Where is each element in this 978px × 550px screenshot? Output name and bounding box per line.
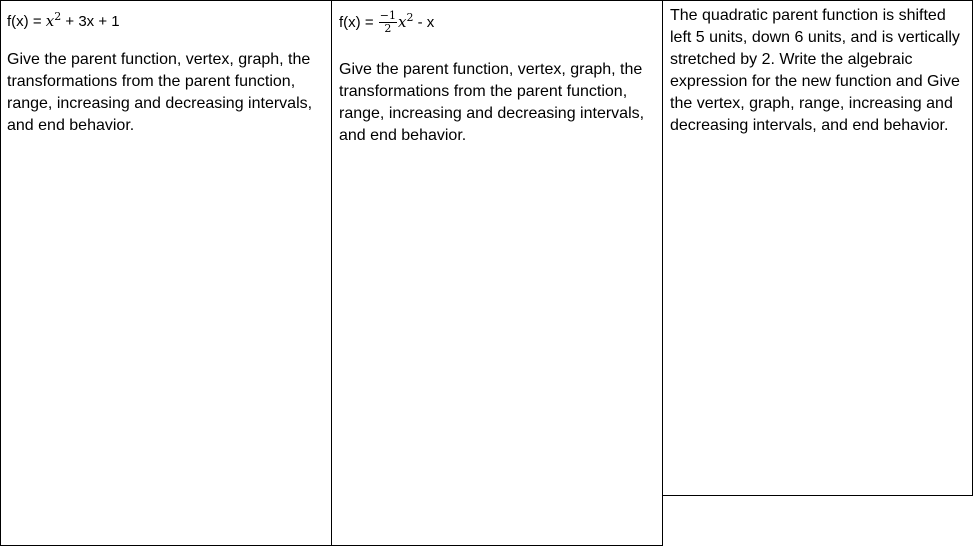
function-rest: + 3x + 1 <box>61 13 120 30</box>
function-lhs: f(x) = <box>339 14 378 31</box>
function-equation <box>7 8 120 31</box>
problem-card-1 <box>0 0 332 546</box>
problem-prompt: The quadratic parent function is shifted left 5 units, down 6 units, and is vertically stretched by 2. Write the algebraic expression for the new function and Give the vertex, graph, range, increasing and decreasing intervals, and end behavior. <box>670 7 960 134</box>
problem-prompt: Give the parent function, vertex, graph, the transformations from the parent function, range, increasing and decreasing intervals, and end behavior. <box>7 51 313 134</box>
function-variable: x <box>45 12 55 30</box>
function-rest: - x <box>413 14 435 31</box>
fraction-numerator: −1 <box>379 8 396 22</box>
function-variable: x <box>397 13 407 31</box>
fraction-denominator: 2 <box>384 21 392 35</box>
function-exponent: 2 <box>406 11 414 24</box>
coefficient-fraction <box>379 10 397 35</box>
function-exponent: 2 <box>54 10 62 23</box>
function-equation <box>339 9 434 36</box>
problem-prompt: Give the parent function, vertex, graph, the transformations from the parent function, range, increasing and decreasing intervals, and end behavior. <box>339 61 645 144</box>
problem-card-2 <box>331 0 663 546</box>
function-lhs: f(x) = <box>7 13 46 30</box>
problem-card-3 <box>662 0 973 496</box>
